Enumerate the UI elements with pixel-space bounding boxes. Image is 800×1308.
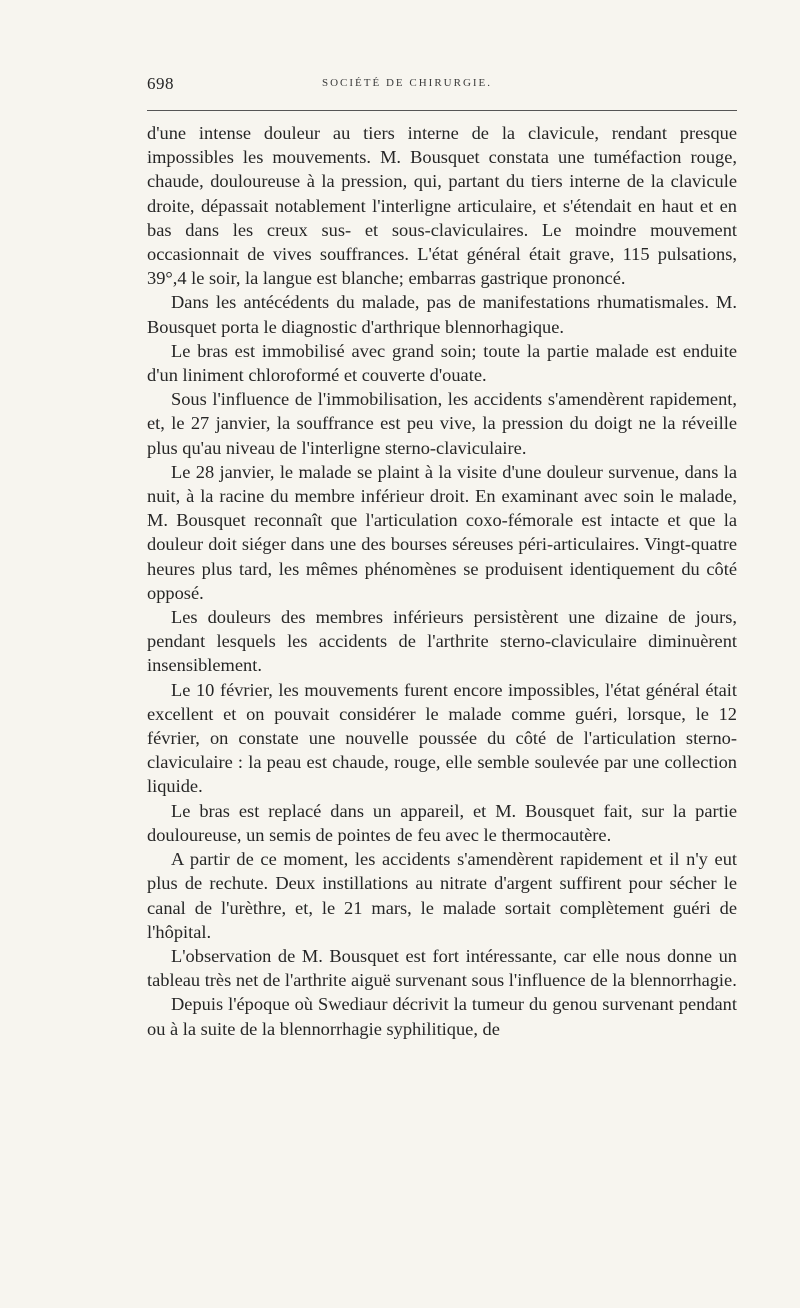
paragraph: Le bras est immobilisé avec grand soin; toute la partie malade est enduite d'un liniment chloroformé et couverte d'ouate. [147, 340, 737, 386]
paragraph: L'observation de M. Bousquet est fort intéressante, car elle nous donne un tableau très net de l'arthrite aiguë survenant sous l'influence de la blennorrhagie. [147, 945, 737, 991]
paragraph: Le 10 février, les mouvements furent encore impossibles, l'état général était excellent et on pouvait considérer le malade comme guéri, lorsque, le 12 février, on constate une nouvelle poussée du côté de l'articulation sterno-claviculaire : la peau est chaude, rouge, elle semble soulevée par une collection liquide. [147, 679, 737, 797]
body-text [147, 121, 737, 1041]
paragraph: A partir de ce moment, les accidents s'amendèrent rapidement et il n'y eut plus de rechute. Deux instillations au nitrate d'argent suffirent pour sécher le canal de l'urèthre, et, le 21 mars, le malade sortait complètement guéri de l'hôpital. [147, 849, 737, 942]
paragraph: Depuis l'époque où Swediaur décrivit la tumeur du genou survenant pendant ou à la suite de la blennorrhagie syphilitique, de [147, 994, 737, 1039]
header-rule [147, 110, 737, 111]
paragraph: d'une intense douleur au tiers interne de la clavicule, rendant presque impossibles les mouvements. M. Bousquet constata une tuméfaction rouge, chaude, douloureuse à la pression, qui, partant du tiers interne de la clavicule droite, dépassait notablement l'interligne articulaire, et s'étendait en haut et en bas dans les creux sus- et sous-claviculaires. Le moindre mouvement occasionnait de vives souffrances. L'état général était grave, 115 pulsations, 39°,4 le soir, la langue est blanche; embarras gastrique prononcé. [147, 123, 737, 289]
paragraph: Le bras est replacé dans un appareil, et M. Bousquet fait, sur la partie douloureuse, un semis de pointes de feu avec le thermocautère. [147, 800, 737, 845]
paragraph: Le 28 janvier, le malade se plaint à la visite d'une douleur survenue, dans la nuit, à la racine du membre inférieur droit. En examinant avec soin le malade, M. Bousquet reconnaît que l'articulation coxo-fémorale est intacte et que la douleur doit siéger dans une des bourses séreuses péri-articulaires. Vingt-quatre heures plus tard, les mêmes phénomènes se produisent identiquement du côté opposé. [147, 461, 737, 603]
running-head: SOCIÉTÉ DE CHIRURGIE. [322, 77, 493, 89]
paragraph: Sous l'influence de l'immobilisation, les accidents s'amendèrent rapidement, et, le 27 janvier, la souffrance est peu vive, la pression du doigt ne la réveille plus qu'au niveau de l'interligne sterno-claviculaire. [147, 389, 737, 458]
page-number: 698 [147, 74, 174, 93]
paragraph: Les douleurs des membres inférieurs persistèrent une dizaine de jours, pendant lesquels les accidents de l'arthrite sterno-claviculaire diminuèrent insensiblement. [147, 607, 737, 676]
paragraph: Dans les antécédents du malade, pas de manifestations rhumatismales. M. Bousquet porta le diagnostic d'arthrique blennorhagique. [147, 292, 737, 337]
page-header [147, 74, 737, 96]
